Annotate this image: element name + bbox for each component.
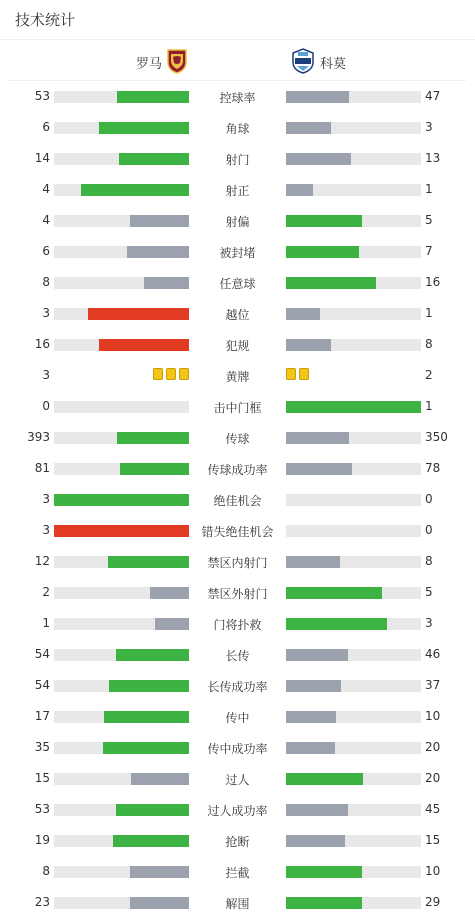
away-stat-bar (286, 680, 421, 692)
home-stat-bar-fill (116, 649, 189, 661)
away-stat-bar (286, 432, 421, 444)
yellow-card-icon (153, 368, 163, 380)
away-team-crest-icon (291, 48, 315, 74)
stat-label: 射门 (225, 153, 250, 167)
away-stat-value: 45 (425, 802, 441, 816)
home-stat-bar-fill (113, 835, 189, 847)
home-stat-bar (54, 525, 189, 537)
home-stat-bar-fill (104, 711, 189, 723)
away-stat-bar (286, 308, 421, 320)
away-stat-bar-fill (286, 711, 336, 723)
home-stat-bar-fill (150, 587, 189, 599)
stat-row (0, 113, 475, 144)
stat-row (0, 423, 475, 454)
away-stat-value: 8 (425, 554, 433, 568)
stat-label: 传中成功率 (207, 742, 268, 756)
away-yellow-cards (286, 368, 312, 382)
away-stat-value: 37 (425, 678, 441, 692)
stat-label: 错失绝佳机会 (201, 525, 274, 539)
home-stat-bar-fill (54, 494, 189, 506)
home-stat-value: 8 (42, 864, 50, 878)
home-stat-bar (54, 184, 189, 196)
away-stat-value: 0 (425, 492, 433, 506)
away-stat-value: 20 (425, 771, 441, 785)
home-stat-value: 3 (42, 306, 50, 320)
home-stat-bar (54, 215, 189, 227)
stat-label: 控球率 (219, 91, 256, 105)
home-stat-bar (54, 680, 189, 692)
away-stat-bar (286, 215, 421, 227)
home-stat-bar-fill (54, 525, 189, 537)
away-stat-bar (286, 184, 421, 196)
away-stat-value: 13 (425, 151, 441, 165)
home-stat-value: 53 (34, 802, 50, 816)
home-stat-value: 54 (34, 647, 50, 661)
page-title: 技术统计 (15, 11, 76, 29)
away-stat-bar (286, 246, 421, 258)
stat-label: 绝佳机会 (213, 494, 262, 508)
home-stat-bar-fill (99, 339, 189, 351)
yellow-card-icon (166, 368, 176, 380)
yellow-card-icon (299, 368, 309, 380)
home-stat-value: 3 (42, 523, 50, 537)
home-stat-bar-fill (130, 897, 189, 909)
home-yellow-cards (150, 368, 189, 382)
stat-row (0, 888, 475, 919)
yellow-card-icon (179, 368, 189, 380)
stat-row (0, 702, 475, 733)
home-stat-value: 81 (34, 461, 50, 475)
home-stat-value: 12 (34, 554, 50, 568)
away-stat-bar (286, 339, 421, 351)
away-stat-bar (286, 494, 421, 506)
home-stat-bar (54, 618, 189, 630)
away-stat-bar (286, 897, 421, 909)
stat-row (0, 733, 475, 764)
away-team-name: 科莫 (320, 57, 347, 72)
stats-header (0, 0, 475, 40)
away-stat-bar (286, 556, 421, 568)
stat-row (0, 82, 475, 113)
away-stat-bar (286, 153, 421, 165)
home-stat-bar-fill (103, 742, 189, 754)
away-stat-value: 47 (425, 89, 441, 103)
away-stat-bar (286, 463, 421, 475)
away-stat-bar (286, 525, 421, 537)
away-stat-bar-fill (286, 742, 335, 754)
home-stat-value: 3 (42, 368, 50, 382)
home-stat-bar (54, 866, 189, 878)
stat-label: 过人成功率 (207, 804, 268, 818)
home-stat-bar-fill (99, 122, 189, 134)
away-stat-value: 78 (425, 461, 441, 475)
home-stat-bar (54, 153, 189, 165)
home-stat-bar-fill (81, 184, 189, 196)
home-stat-value: 53 (34, 89, 50, 103)
away-stat-bar (286, 711, 421, 723)
home-stat-bar (54, 339, 189, 351)
away-stat-bar (286, 804, 421, 816)
home-stat-bar-fill (117, 432, 189, 444)
away-stat-bar-fill (286, 773, 363, 785)
away-stat-bar-fill (286, 91, 349, 103)
stat-label: 传球成功率 (207, 463, 268, 477)
home-stat-bar-fill (127, 246, 189, 258)
home-stat-value: 0 (42, 399, 50, 413)
home-stat-value: 4 (42, 213, 50, 227)
away-stat-bar-fill (286, 432, 349, 444)
away-stat-value: 350 (425, 430, 448, 444)
stat-label: 解围 (225, 897, 250, 911)
away-stat-value: 8 (425, 337, 433, 351)
away-stat-bar-fill (286, 804, 348, 816)
stat-row (0, 671, 475, 702)
stat-label: 被封堵 (219, 246, 256, 260)
away-stat-bar-fill (286, 339, 331, 351)
home-stat-value: 17 (34, 709, 50, 723)
stat-label: 门将扑救 (213, 618, 262, 632)
away-stat-bar (286, 401, 421, 413)
away-stat-bar-fill (286, 897, 362, 909)
home-stat-value: 16 (34, 337, 50, 351)
away-stat-bar (286, 649, 421, 661)
stat-row (0, 268, 475, 299)
stat-row (0, 485, 475, 516)
away-stat-value: 5 (425, 213, 433, 227)
home-stat-bar-fill (130, 215, 189, 227)
home-stat-bar (54, 587, 189, 599)
home-stat-bar (54, 804, 189, 816)
away-stat-value: 29 (425, 895, 441, 909)
stat-label: 越位 (225, 308, 250, 322)
stat-row (0, 361, 475, 392)
home-stat-bar-fill (120, 463, 189, 475)
away-stat-bar-fill (286, 866, 362, 878)
home-stat-bar-fill (116, 804, 189, 816)
stat-label: 射正 (225, 184, 250, 198)
stat-label: 禁区外射门 (207, 587, 268, 601)
home-stat-bar (54, 711, 189, 723)
stat-row (0, 206, 475, 237)
away-stat-bar (286, 618, 421, 630)
home-stat-value: 6 (42, 120, 50, 134)
home-stat-bar (54, 742, 189, 754)
away-stat-bar-fill (286, 618, 387, 630)
stat-row (0, 144, 475, 175)
stat-row (0, 454, 475, 485)
stat-row (0, 516, 475, 547)
home-stat-value: 3 (42, 492, 50, 506)
home-stat-bar-fill (108, 556, 189, 568)
home-stat-bar (54, 401, 189, 413)
stat-label: 长传成功率 (207, 680, 268, 694)
away-stat-bar-fill (286, 401, 421, 413)
stat-row (0, 578, 475, 609)
stat-row (0, 640, 475, 671)
home-stat-bar-fill (131, 773, 189, 785)
teams-row (8, 41, 466, 81)
home-stat-bar (54, 432, 189, 444)
home-stat-bar-fill (117, 91, 189, 103)
stat-row (0, 330, 475, 361)
stat-label: 犯规 (225, 339, 250, 353)
away-stat-value: 0 (425, 523, 433, 537)
home-stat-bar (54, 649, 189, 661)
stats-list (0, 82, 475, 919)
home-stat-value: 23 (34, 895, 50, 909)
home-stat-value: 19 (34, 833, 50, 847)
away-stat-bar (286, 587, 421, 599)
away-stat-bar-fill (286, 556, 340, 568)
away-stat-value: 46 (425, 647, 441, 661)
away-stat-bar (286, 835, 421, 847)
home-stat-bar (54, 773, 189, 785)
home-stat-bar (54, 463, 189, 475)
away-stat-value: 16 (425, 275, 441, 289)
away-stat-value: 7 (425, 244, 433, 258)
away-stat-value: 5 (425, 585, 433, 599)
away-stat-bar-fill (286, 215, 362, 227)
stat-label: 任意球 (219, 277, 256, 291)
away-stat-bar-fill (286, 835, 345, 847)
home-stat-value: 15 (34, 771, 50, 785)
away-stat-value: 1 (425, 306, 433, 320)
home-stat-bar (54, 277, 189, 289)
away-stat-value: 10 (425, 709, 441, 723)
away-stat-bar-fill (286, 122, 331, 134)
away-stat-bar-fill (286, 587, 382, 599)
home-stat-value: 14 (34, 151, 50, 165)
home-stat-bar (54, 91, 189, 103)
home-stat-bar (54, 122, 189, 134)
home-stat-bar (54, 494, 189, 506)
stat-row (0, 795, 475, 826)
stat-label: 长传 (225, 649, 250, 663)
home-stat-bar-fill (109, 680, 189, 692)
home-stat-bar (54, 897, 189, 909)
away-stat-bar (286, 773, 421, 785)
home-stat-value: 4 (42, 182, 50, 196)
away-stat-bar (286, 277, 421, 289)
stat-row (0, 857, 475, 888)
stat-row (0, 392, 475, 423)
away-stat-value: 3 (425, 120, 433, 134)
home-stat-bar-fill (119, 153, 189, 165)
away-stat-bar-fill (286, 184, 313, 196)
home-stat-bar (54, 556, 189, 568)
stat-label: 过人 (225, 773, 250, 787)
away-stat-value: 1 (425, 399, 433, 413)
away-stat-bar (286, 742, 421, 754)
stat-label: 黄牌 (225, 370, 250, 384)
stat-label: 击中门框 (213, 401, 262, 415)
stat-row (0, 237, 475, 268)
home-stat-bar-fill (155, 618, 189, 630)
away-stat-bar-fill (286, 277, 376, 289)
away-stat-value: 15 (425, 833, 441, 847)
stat-row (0, 764, 475, 795)
away-stat-value: 3 (425, 616, 433, 630)
away-stat-bar-fill (286, 649, 348, 661)
away-stat-bar-fill (286, 308, 320, 320)
away-stat-bar-fill (286, 153, 351, 165)
stat-label: 传球 (225, 432, 250, 446)
away-stat-value: 20 (425, 740, 441, 754)
home-team-name: 罗马 (135, 57, 162, 72)
stat-row (0, 175, 475, 206)
stat-row (0, 299, 475, 330)
away-stat-value: 1 (425, 182, 433, 196)
home-stat-value: 1 (42, 616, 50, 630)
home-stat-value: 54 (34, 678, 50, 692)
away-stat-bar-fill (286, 463, 352, 475)
home-stat-value: 6 (42, 244, 50, 258)
stat-label: 传中 (225, 711, 250, 725)
away-stat-bar (286, 122, 421, 134)
home-stat-bar-fill (130, 866, 189, 878)
away-stat-bar-fill (286, 246, 359, 258)
stat-row (0, 826, 475, 857)
home-stat-value: 8 (42, 275, 50, 289)
home-stat-value: 393 (27, 430, 50, 444)
away-stat-bar (286, 91, 421, 103)
stat-label: 角球 (225, 122, 250, 136)
home-stat-bar (54, 835, 189, 847)
home-team-crest-icon (166, 48, 188, 74)
away-stat-value: 2 (425, 368, 433, 382)
stat-row (0, 609, 475, 640)
home-stat-bar-fill (144, 277, 189, 289)
home-stat-bar (54, 246, 189, 258)
home-stat-bar (54, 308, 189, 320)
stat-row (0, 547, 475, 578)
stat-label: 射偏 (225, 215, 250, 229)
stat-label: 拦截 (225, 866, 250, 880)
away-stat-value: 10 (425, 864, 441, 878)
stat-label: 抢断 (225, 835, 250, 849)
stat-label: 禁区内射门 (207, 556, 268, 570)
home-stat-value: 35 (34, 740, 50, 754)
yellow-card-icon (286, 368, 296, 380)
home-stat-bar-fill (88, 308, 189, 320)
away-stat-bar-fill (286, 680, 341, 692)
home-stat-value: 2 (42, 585, 50, 599)
away-stat-bar (286, 866, 421, 878)
